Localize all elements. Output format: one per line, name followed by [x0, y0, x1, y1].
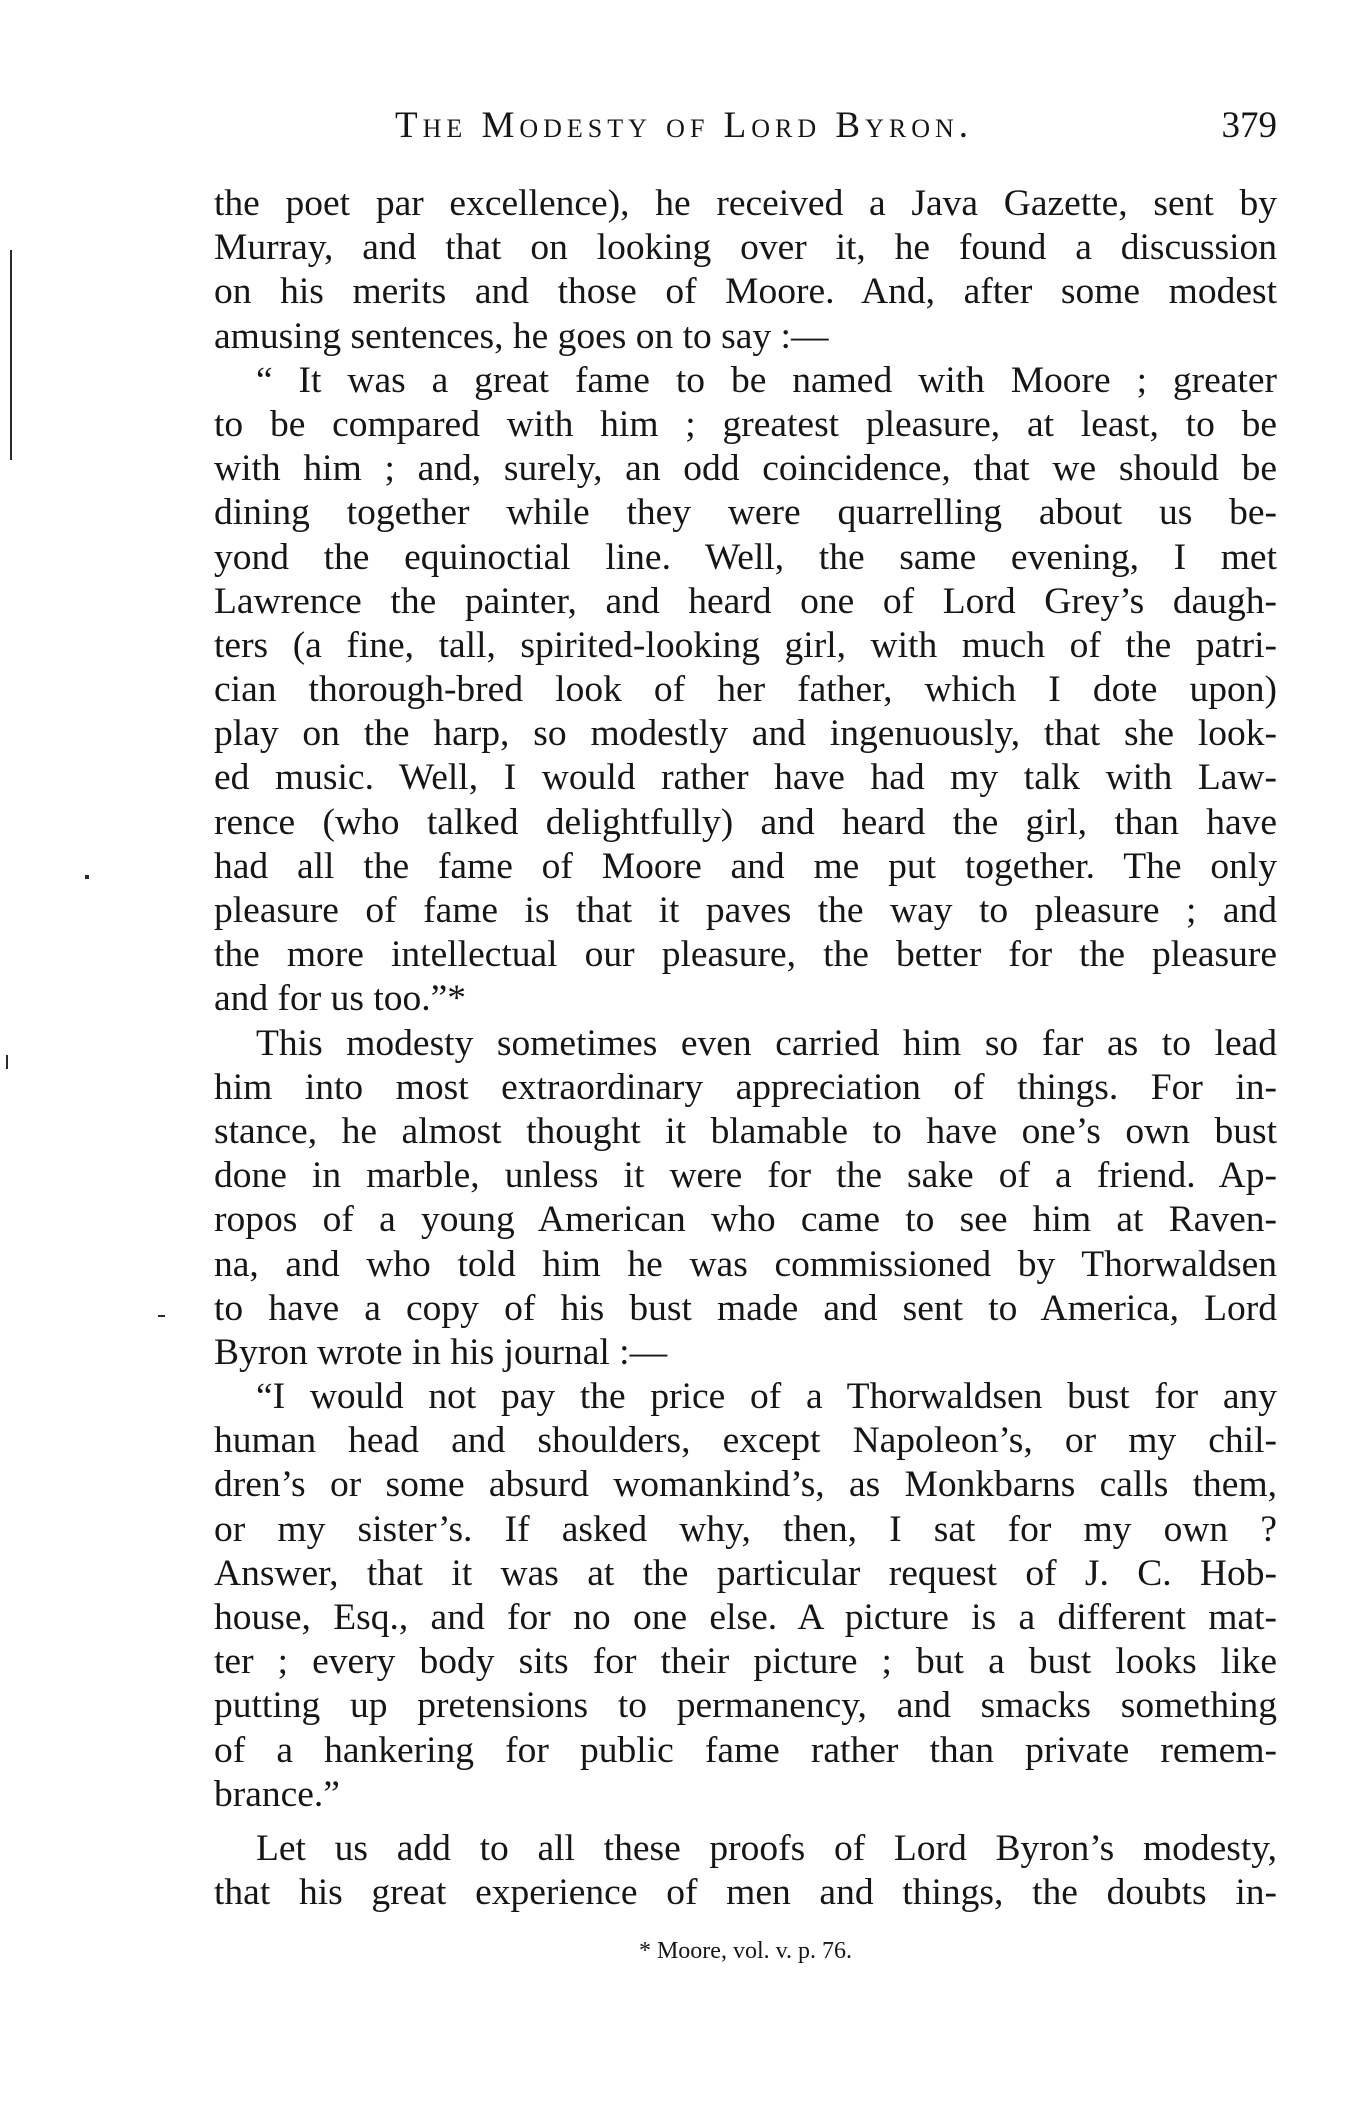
margin-scan-mark: [10, 250, 12, 460]
text-line: house, Esq., and for no one else. A picture is a different mat-: [214, 1597, 1277, 1638]
text-line: cian thorough-bred look of her father, which I dote upon): [214, 669, 1277, 711]
body-text: [214, 182, 1277, 1915]
text-line: to have a copy of his bust made and sent to America, Lord: [214, 1287, 1277, 1329]
text-line: “I would not pay the price of a Thorwaldsen bust for any: [256, 1376, 1277, 1418]
text-line: ters (a fine, tall, spirited-looking girl, with much of the patri-: [214, 624, 1277, 666]
margin-scan-mark: [158, 1315, 165, 1317]
text-line: and for us too.”*: [214, 978, 467, 1020]
text-line: dren’s or some absurd womankind’s, as Monkbarns calls them,: [214, 1464, 1277, 1506]
text-line: This modesty sometimes even carried him so far as to lead: [256, 1022, 1277, 1064]
text-line: rence (who talked delightfully) and heard the girl, than have: [214, 801, 1277, 843]
text-line: him into most extraordinary appreciation of things. For in-: [214, 1066, 1277, 1108]
text-line: yond the equinoctial line. Well, the same evening, I met: [214, 536, 1277, 578]
text-line: dining together while they were quarrelling about us be-: [214, 492, 1277, 534]
text-line: the poet par excellence), he received a Java Gazette, sent by: [214, 183, 1277, 224]
text-line: Let us add to all these proofs of Lord Byron’s modesty,: [256, 1827, 1277, 1869]
running-title: The Modesty of Lord Byron.: [394, 105, 974, 146]
margin-scan-mark: [6, 1055, 8, 1069]
text-line: amusing sentences, he goes on to say :—: [214, 315, 829, 357]
text-line: Byron wrote in his journal :—: [214, 1331, 668, 1373]
text-line: with him ; and, surely, an odd coincidence, that we should be: [214, 448, 1277, 490]
text-line: pleasure of fame is that it paves the way to pleasure ; and: [214, 890, 1277, 931]
text-line: play on the harp, so modestly and ingenuously, that she look-: [214, 713, 1277, 755]
text-line: ropos of a young American who came to see him at Raven-: [214, 1199, 1277, 1241]
text-line: that his great experience of men and things, the doubts in-: [214, 1872, 1277, 1914]
text-line: human head and shoulders, except Napoleon’s, or my chil-: [214, 1420, 1277, 1462]
text-line: brance.”: [214, 1773, 340, 1815]
page-header: [214, 104, 1277, 164]
text-line: na, and who told him he was commissioned by Thorwaldsen: [214, 1243, 1277, 1285]
text-line: putting up pretensions to permanency, and smacks something: [214, 1685, 1277, 1727]
text-line: stance, he almost thought it blamable to have one’s own bust: [214, 1110, 1277, 1152]
text-line: done in marble, unless it were for the sake of a friend. Ap-: [214, 1155, 1277, 1197]
text-line: Murray, and that on looking over it, he found a discussion: [214, 227, 1277, 269]
text-line: or my sister’s. If asked why, then, I sat for my own ?: [214, 1508, 1277, 1550]
text-line: had all the fame of Moore and me put together. The only: [214, 845, 1277, 887]
text-line: ed music. Well, I would rather have had my talk with Law-: [214, 757, 1277, 799]
text-line: to be compared with him ; greatest pleasure, at least, to be: [214, 403, 1277, 445]
text-line: the more intellectual our pleasure, the better for the pleasure: [214, 934, 1277, 976]
page-number: 379: [1221, 105, 1277, 146]
text-line: Answer, that it was at the particular request of J. C. Hob-: [214, 1552, 1277, 1594]
footnote: * Moore, vol. v. p. 76.: [638, 1938, 853, 1964]
text-line: on his merits and those of Moore. And, after some modest: [214, 271, 1277, 313]
text-line: Lawrence the painter, and heard one of Lord Grey’s daugh-: [214, 580, 1277, 622]
text-line: of a hankering for public fame rather than private remem-: [214, 1729, 1277, 1771]
paragraph-gap: [214, 1817, 1277, 1827]
margin-scan-mark: [85, 875, 89, 879]
text-line: “ It was a great fame to be named with Moore ; greater: [256, 359, 1277, 401]
text-line: ter ; every body sits for their picture ; but a bust looks like: [214, 1641, 1277, 1683]
